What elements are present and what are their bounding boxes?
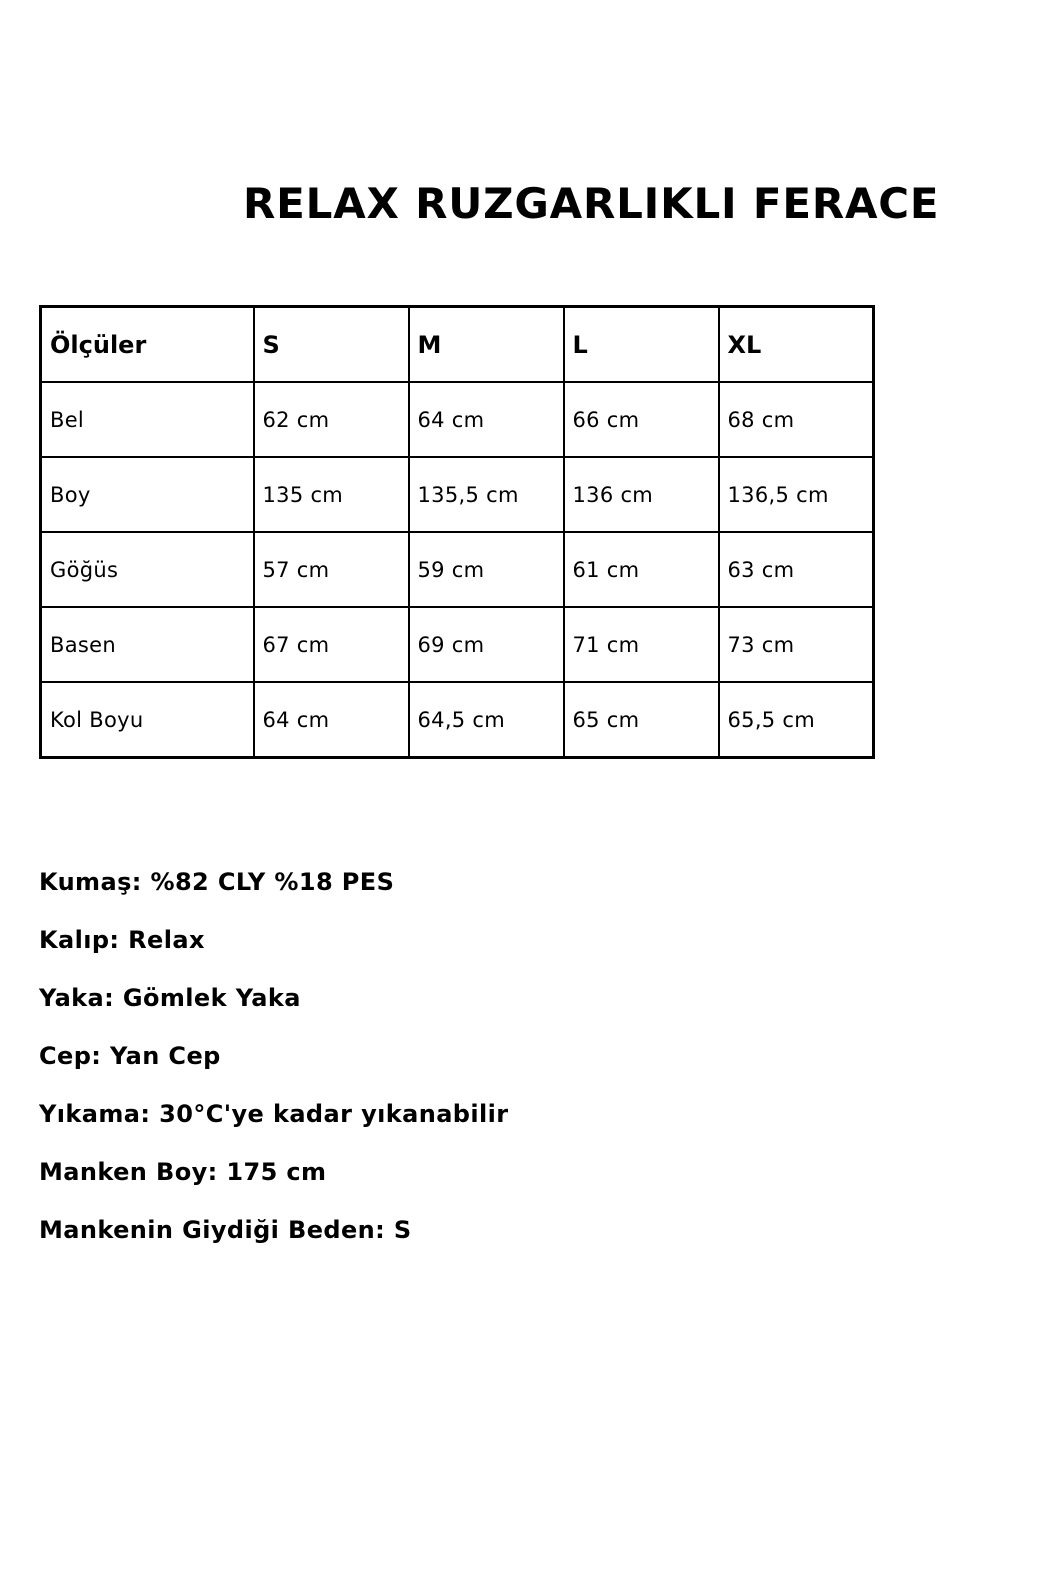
header-size-m: M	[409, 307, 564, 383]
row-label: Basen	[41, 607, 254, 682]
table-cell: 69 cm	[409, 607, 564, 682]
table-cell: 65 cm	[564, 682, 719, 758]
header-size-s: S	[254, 307, 409, 383]
spec-fabric: Kumaş: %82 CLY %18 PES	[39, 868, 395, 896]
table-cell: 64,5 cm	[409, 682, 564, 758]
table-cell: 66 cm	[564, 382, 719, 457]
row-label: Göğüs	[41, 532, 254, 607]
spec-washing: Yıkama: 30°C'ye kadar yıkanabilir	[39, 1100, 509, 1128]
size-chart-table	[39, 305, 875, 759]
table-cell: 71 cm	[564, 607, 719, 682]
header-size-xl: XL	[719, 307, 874, 383]
table-cell: 135,5 cm	[409, 457, 564, 532]
spec-model-size: Mankenin Giydiği Beden: S	[39, 1216, 412, 1244]
table-cell: 62 cm	[254, 382, 409, 457]
table-row	[41, 457, 874, 532]
product-specs-list	[39, 862, 508, 1268]
table-cell: 135 cm	[254, 457, 409, 532]
page-title: RELAX RUZGARLIKLI FERACE	[243, 179, 940, 228]
table-cell: 57 cm	[254, 532, 409, 607]
header-size-l: L	[564, 307, 719, 383]
table-cell: 61 cm	[564, 532, 719, 607]
spec-collar: Yaka: Gömlek Yaka	[39, 984, 301, 1012]
spec-fit: Kalıp: Relax	[39, 926, 205, 954]
table-cell: 63 cm	[719, 532, 874, 607]
table-row	[41, 682, 874, 758]
table-cell: 68 cm	[719, 382, 874, 457]
row-label: Bel	[41, 382, 254, 457]
row-label: Kol Boyu	[41, 682, 254, 758]
table-cell: 65,5 cm	[719, 682, 874, 758]
table-row	[41, 382, 874, 457]
table-cell: 64 cm	[254, 682, 409, 758]
table-cell: 136,5 cm	[719, 457, 874, 532]
spec-pocket: Cep: Yan Cep	[39, 1042, 221, 1070]
table-cell: 59 cm	[409, 532, 564, 607]
table-cell: 73 cm	[719, 607, 874, 682]
header-measurements: Ölçüler	[41, 307, 254, 383]
table-cell: 136 cm	[564, 457, 719, 532]
table-row	[41, 607, 874, 682]
row-label: Boy	[41, 457, 254, 532]
table-row	[41, 532, 874, 607]
table-header-row	[41, 307, 874, 383]
spec-model-height: Manken Boy: 175 cm	[39, 1158, 327, 1186]
table-cell: 67 cm	[254, 607, 409, 682]
table-cell: 64 cm	[409, 382, 564, 457]
